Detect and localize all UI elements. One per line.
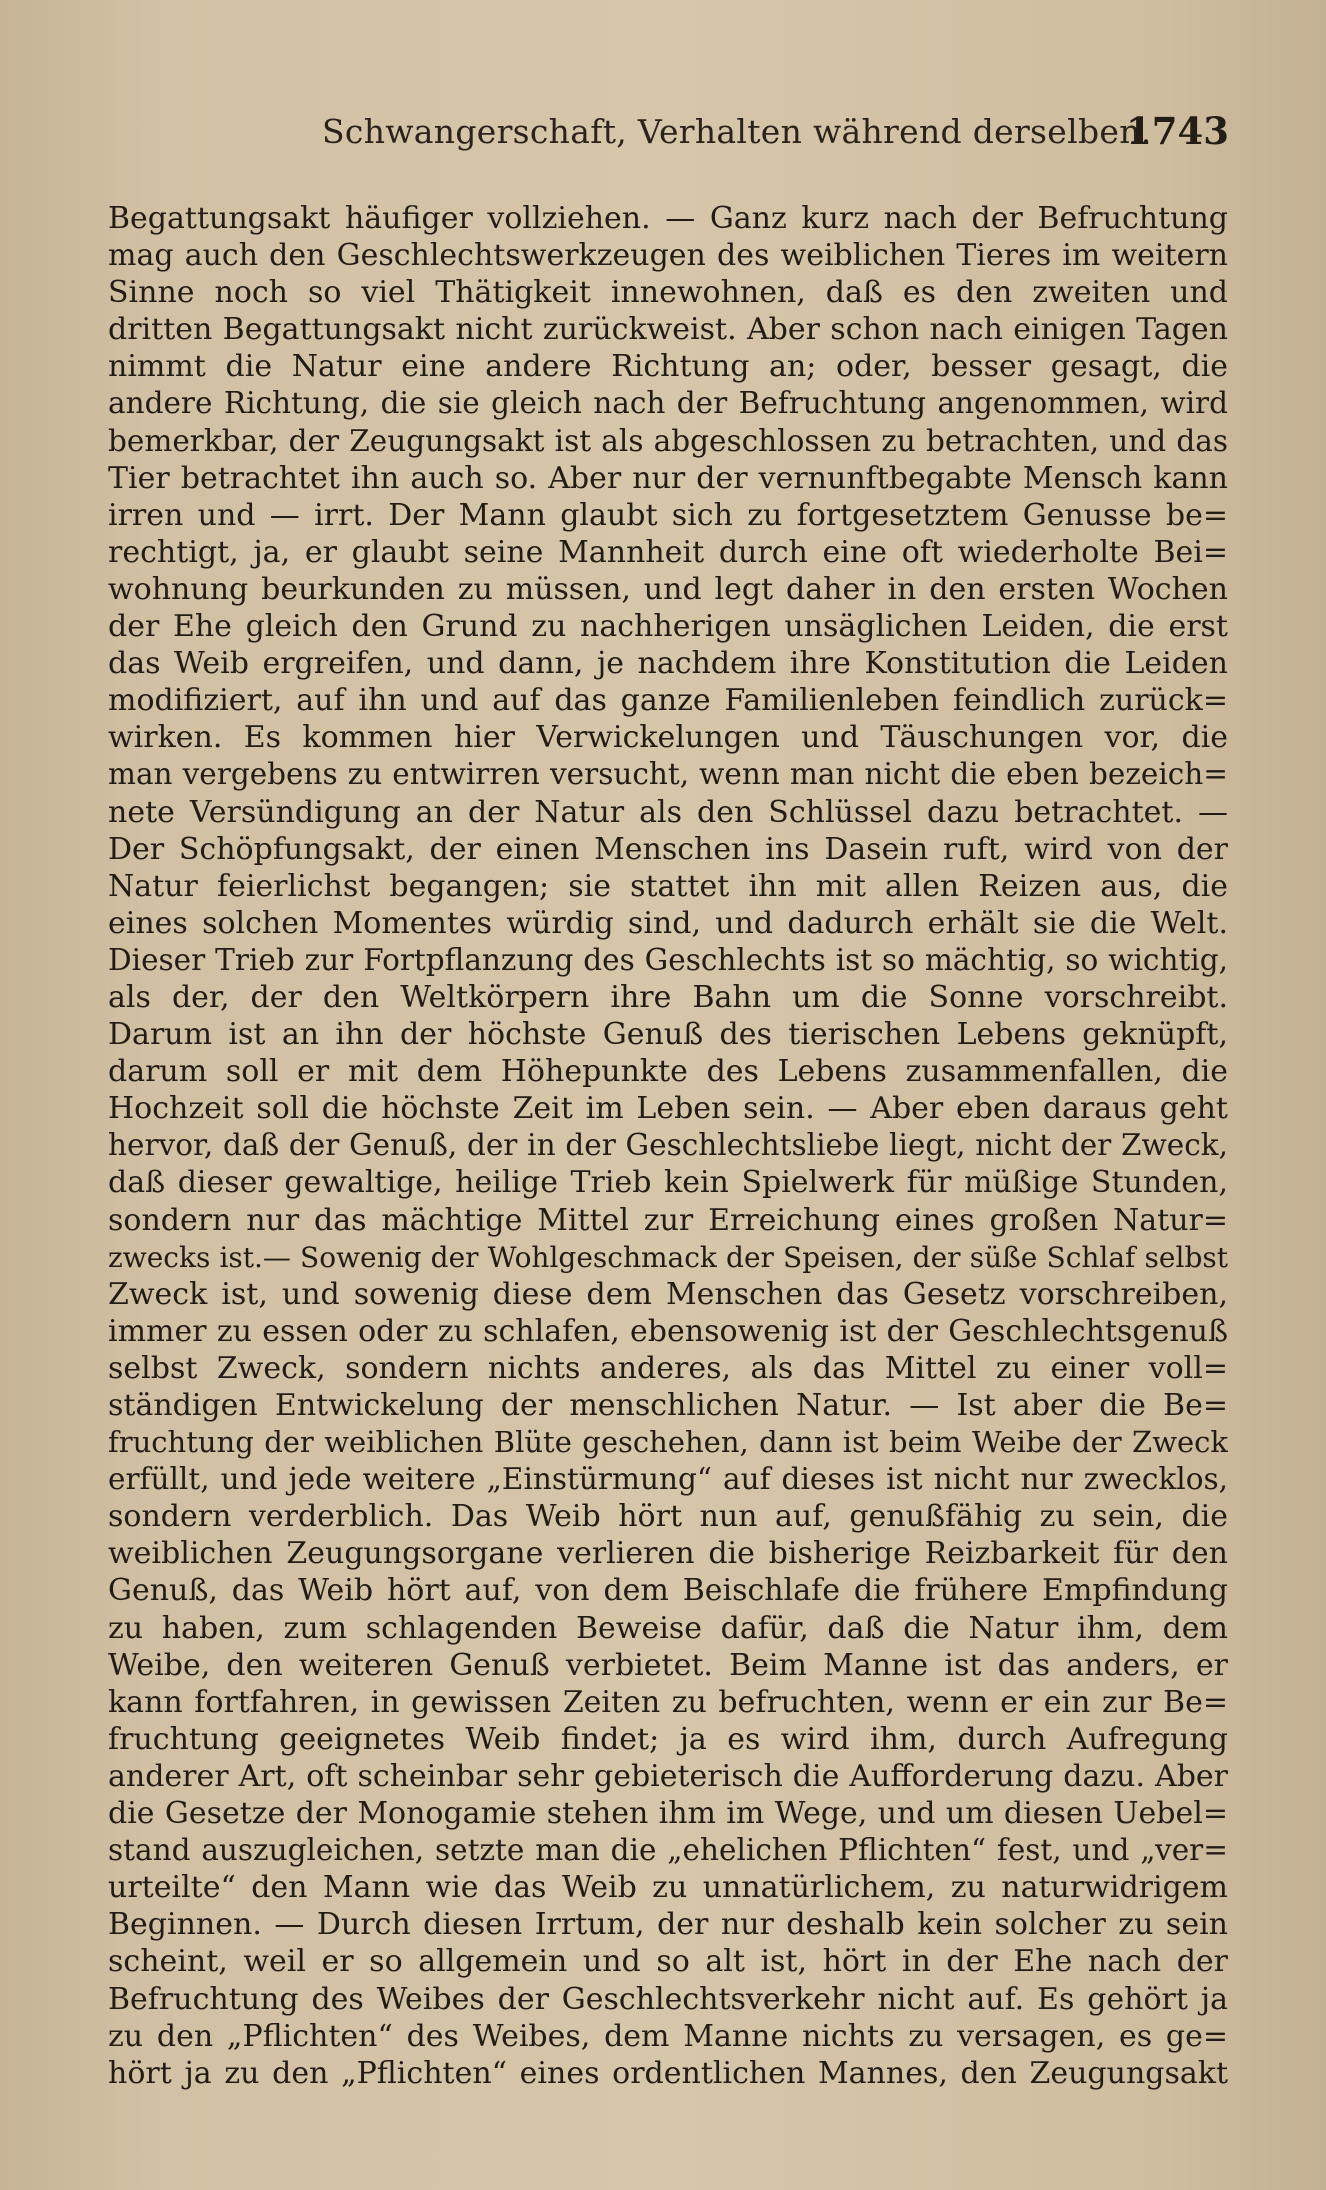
text-line: zu haben, zum schlagenden Beweise dafür, daß die Natur ihm, dem <box>108 1610 1228 1646</box>
text-line: hervor, daß der Genuß, der in der Geschlechtsliebe liegt, nicht der Zweck, <box>108 1128 1228 1163</box>
text-line: Tier betrachtet ihn auch so. Aber nur der vernunftbegabte Mensch kann <box>108 460 1228 496</box>
body-text <box>108 200 1228 2092</box>
page-number: 1743 <box>1126 109 1229 153</box>
text-line: weiblichen Zeugungsorgane verlieren die bisherige Reizbarkeit für den <box>108 1536 1228 1572</box>
text-line: hört ja zu den „Pflichten“ eines ordentlichen Mannes, den Zeugungsakt <box>108 2055 1228 2091</box>
text-line: kann fortfahren, in gewissen Zeiten zu befruchten, wenn er ein zur Be= <box>108 1684 1228 1720</box>
text-line: Dieser Trieb zur Fortpflanzung des Geschlechts ist so mächtig, so wichtig, <box>108 942 1228 977</box>
text-line: Begattungsakt häufiger vollziehen. — Ganz kurz nach der Befruchtung <box>108 201 1228 236</box>
text-line: als der, der den Weltkörpern ihre Bahn um die Sonne vorschreibt. <box>108 979 1228 1015</box>
text-line: das Weib ergreifen, und dann, je nachdem ihre Konstitution die Leiden <box>108 646 1228 682</box>
page-header <box>0 109 1326 162</box>
text-line: anderer Art, oft scheinbar sehr gebieterisch die Aufforderung dazu. Aber <box>108 1758 1228 1794</box>
text-line: daß dieser gewaltige, heilige Trieb kein Spielwerk für müßige Stunden, <box>108 1165 1228 1201</box>
text-line: sondern verderblich. Das Weib hört nun auf, genußfähig zu sein, die <box>108 1499 1228 1535</box>
text-line: urteilte“ den Mann wie das Weib zu unnatürlichem, zu naturwidrigem <box>108 1870 1228 1906</box>
text-line: Weibe, den weiteren Genuß verbietet. Beim Manne ist das anders, er <box>108 1647 1228 1683</box>
text-line: fruchtung der weiblichen Blüte geschehen, dann ist beim Weibe der Zweck <box>108 1425 1228 1460</box>
text-line: modifiziert, auf ihn und auf das ganze Familienleben feindlich zurück= <box>108 683 1228 719</box>
text-line: wohnung beurkunden zu müssen, und legt daher in den ersten Wochen <box>108 571 1228 607</box>
text-line: Darum ist an ihn der höchste Genuß des tierischen Lebens geknüpft, <box>108 1017 1228 1053</box>
text-line: Befruchtung des Weibes der Geschlechtsverkehr nicht auf. Es gehört ja <box>108 1981 1228 2017</box>
text-line: rechtigt, ja, er glaubt seine Mannheit durch eine oft wiederholte Bei= <box>108 534 1228 570</box>
text-line: Sinne noch so viel Thätigkeit innewohnen, daß es den zweiten und <box>108 275 1228 311</box>
text-line: erfüllt, und jede weitere „Einstürmung“ auf dieses ist nicht nur zwecklos, <box>108 1462 1228 1497</box>
text-line: nimmt die Natur eine andere Richtung an; oder, besser gesagt, die <box>108 349 1228 385</box>
text-line: Natur feierlichst begangen; sie stattet ihn mit allen Reizen aus, die <box>108 868 1228 904</box>
text-line: Zweck ist, und sowenig diese dem Menschen das Gesetz vorschreiben, <box>108 1276 1228 1312</box>
text-line: fruchtung geeignetes Weib findet; ja es wird ihm, durch Aufregung <box>108 1721 1228 1757</box>
text-line: der Ehe gleich den Grund zu nachherigen unsäglichen Leiden, die erst <box>108 609 1228 645</box>
text-line: wirken. Es kommen hier Verwickelungen und Täuschungen vor, die <box>108 720 1228 756</box>
text-line: zwecks ist.— Sowenig der Wohlgeschmack der Speisen, der süße Schlaf selbst <box>108 1240 1228 1274</box>
text-line: Der Schöpfungsakt, der einen Menschen ins Dasein ruft, wird von der <box>108 831 1228 867</box>
text-line: andere Richtung, die sie gleich nach der Befruchtung angenommen, wird <box>108 386 1228 421</box>
text-line: Beginnen. — Durch diesen Irrtum, der nur deshalb kein solcher zu sein <box>108 1907 1228 1943</box>
text-line: man vergebens zu entwirren versucht, wenn man nicht die eben bezeich= <box>108 757 1228 792</box>
text-line: immer zu essen oder zu schlafen, ebensowenig ist der Geschlechtsgenuß <box>108 1313 1228 1349</box>
text-line: selbst Zweck, sondern nichts anderes, als das Mittel zu einer voll= <box>108 1350 1228 1386</box>
text-line: Genuß, das Weib hört auf, von dem Beischlafe die frühere Empfindung <box>108 1573 1228 1609</box>
text-line: irren und — irrt. Der Mann glaubt sich zu fortgesetztem Genusse be= <box>108 497 1228 533</box>
text-line: zu den „Pflichten“ des Weibes, dem Manne nichts zu versagen, es ge= <box>108 2018 1228 2054</box>
running-title: Schwangerschaft, Verhalten während derselben. <box>322 112 1152 151</box>
text-line: eines solchen Momentes würdig sind, und dadurch erhält sie die Welt. <box>108 905 1228 941</box>
text-line: darum soll er mit dem Höhepunkte des Lebens zusammenfallen, die <box>108 1054 1228 1090</box>
text-line: scheint, weil er so allgemein und so alt ist, hört in der Ehe nach der <box>108 1944 1228 1980</box>
text-line: bemerkbar, der Zeugungsakt ist als abgeschlossen zu betrachten, und das <box>108 423 1228 458</box>
text-line: nete Versündigung an der Natur als den Schlüssel dazu betrachtet. — <box>108 794 1228 830</box>
text-line: dritten Begattungsakt nicht zurückweist. Aber schon nach einigen Tagen <box>108 312 1228 348</box>
text-line: ständigen Entwickelung der menschlichen Natur. — Ist aber die Be= <box>108 1388 1228 1423</box>
text-line: stand auszugleichen, setzte man die „ehelichen Pflichten“ fest, und „ver= <box>108 1833 1228 1868</box>
text-line: sondern nur das mächtige Mittel zur Erreichung eines großen Natur= <box>108 1202 1228 1238</box>
text-line: die Gesetze der Monogamie stehen ihm im Wege, und um diesen Uebel= <box>108 1796 1228 1832</box>
text-line: mag auch den Geschlechtswerkzeugen des weiblichen Tieres im weitern <box>108 238 1228 274</box>
text-line: Hochzeit soll die höchste Zeit im Leben sein. — Aber eben daraus geht <box>108 1091 1228 1127</box>
